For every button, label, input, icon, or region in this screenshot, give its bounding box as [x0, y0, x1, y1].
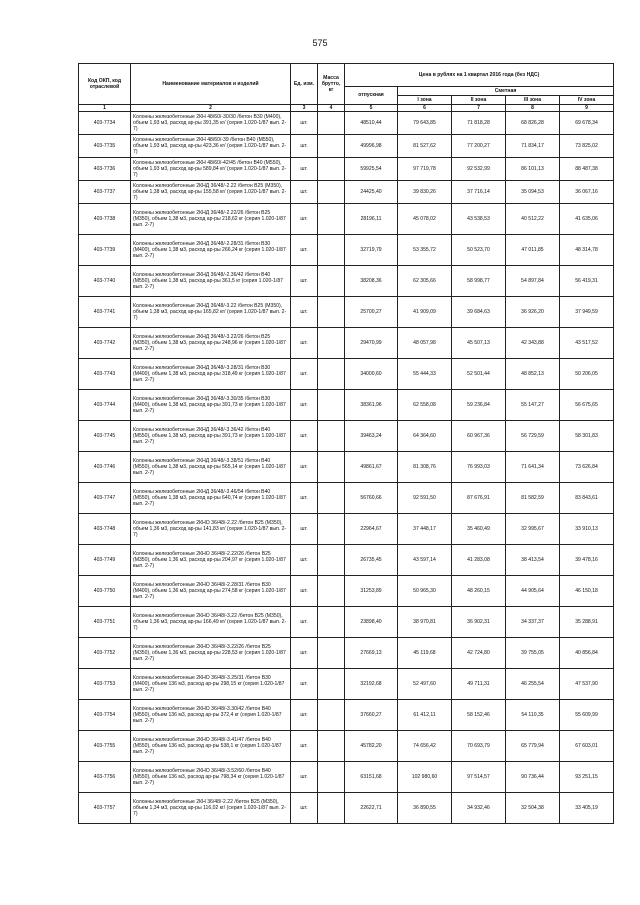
cell-mass: [318, 328, 345, 359]
cell-unit: шт.: [291, 328, 318, 359]
cell-zone-4-price: 39 478,16: [560, 545, 614, 576]
cell-code: 403-7737: [79, 181, 131, 204]
cell-name: Колонны железобетонные 2КН 48/60/-42/45 /бетон В40 (М550), объем 1,93 м3, расход ар-ры 589,84 кг/ (серия 1.020-1/87 вып. 2-7): [131, 158, 291, 181]
cell-code: 403-7734: [79, 112, 131, 135]
cell-zone-1-price: 45 119,68: [398, 638, 452, 669]
cell-zone-3-price: 35 094,53: [506, 181, 560, 204]
cell-release-price: 23898,40: [345, 607, 398, 638]
cell-release-price: 24425,40: [345, 181, 398, 204]
cell-release-price: 38361,96: [345, 390, 398, 421]
cell-mass: [318, 607, 345, 638]
cell-zone-4-price: 56 675,65: [560, 390, 614, 421]
cell-code: 403-7755: [79, 731, 131, 762]
cell-zone-1-price: 53 355,72: [398, 235, 452, 266]
cell-mass: [318, 266, 345, 297]
cell-name: Колонны железобетонные 2КНО 36/48/-2.22 /бетон В25 (М350), объем 1,36 м3, расход ар-ры 141,83 кг/ (серия 1.020-1/87 вып. 2-7): [131, 514, 291, 545]
cell-zone-1-price: 81 308,76: [398, 452, 452, 483]
table-row: [79, 297, 614, 328]
cell-zone-2-price: 97 514,57: [452, 762, 506, 793]
header-zone-2: II зона: [452, 96, 506, 105]
cell-unit: шт.: [291, 514, 318, 545]
cell-zone-2-price: 76 993,03: [452, 452, 506, 483]
cell-zone-3-price: 34 337,37: [506, 607, 560, 638]
cell-code: 403-7746: [79, 452, 131, 483]
cell-zone-1-price: 38 970,81: [398, 607, 452, 638]
cell-unit: шт.: [291, 359, 318, 390]
cell-zone-4-price: 33 405,19: [560, 793, 614, 824]
cell-name: Колонны железобетонные 2КН 48/60/-39 /бетон В40 (М550), объем 1,93 м3, расход ар-ры 423,36 кг/ (серия 1.020-1/87 вып. 2-7): [131, 135, 291, 158]
cell-zone-2-price: 37 716,14: [452, 181, 506, 204]
cell-unit: шт.: [291, 638, 318, 669]
cell-unit: шт.: [291, 266, 318, 297]
cell-zone-2-price: 58 998,77: [452, 266, 506, 297]
cell-name: Колонны железобетонные 2КНД 36/48/-3.22/26 /бетон В25 (М350), объем 1,38 м3, расход ар-ры 248,96 кг (серия 1.020-1/87 вып. 2-7): [131, 328, 291, 359]
cell-unit: шт.: [291, 135, 318, 158]
table-row: [79, 793, 614, 824]
cell-zone-3-price: 54 897,84: [506, 266, 560, 297]
cell-name: Колонны железобетонные 2КНД 36/48/-2.22/26 /бетон В25 (М350), объем 1,38 м3, расход ар-ры 218,62 кг (серия 1.020-1/87 вып. 2-7): [131, 204, 291, 235]
cell-unit: шт.: [291, 390, 318, 421]
cell-zone-1-price: 97 719,78: [398, 158, 452, 181]
cell-zone-1-price: 41 909,09: [398, 297, 452, 328]
cell-code: 403-7741: [79, 297, 131, 328]
cell-mass: [318, 390, 345, 421]
cell-unit: шт.: [291, 576, 318, 607]
cell-zone-3-price: 47 011,85: [506, 235, 560, 266]
cell-code: 403-7752: [79, 638, 131, 669]
cell-code: 403-7743: [79, 359, 131, 390]
cell-name: Колонны железобетонные 2КНО 36/48/-3.22/26 /бетон В25 (М350), объем 1,36 м3, расход ар-ры 228,53 кг (серия 1.020-1/87 вып. 2-7): [131, 638, 291, 669]
header-price-group: Цена в рублях на 1 квартал 2016 года (без НДС): [345, 64, 614, 87]
cell-mass: [318, 669, 345, 700]
cell-unit: шт.: [291, 297, 318, 328]
cell-zone-3-price: 48 852,13: [506, 359, 560, 390]
cell-zone-3-price: 32 504,38: [506, 793, 560, 824]
cell-mass: [318, 297, 345, 328]
cell-name: Колонны железобетонные 2КН 36/48/-2.22 /бетон В25 (М350), объем 1,34 м3, расход ар-ры 116,02 кг/ (серия 1.020-1/87 вып. 2-7): [131, 793, 291, 824]
cell-unit: шт.: [291, 483, 318, 514]
cell-zone-1-price: 61 412,11: [398, 700, 452, 731]
cell-name: Колонны железобетонные 2КНД 36/48/-3.28/31 /бетон В30 (М400), объем 1,38 м3, расход ар-ры 318,49 кг (серия 1.020-1/87 вып. 2-7): [131, 359, 291, 390]
cell-mass: [318, 483, 345, 514]
cell-zone-4-price: 37 949,59: [560, 297, 614, 328]
cell-release-price: 32192,68: [345, 669, 398, 700]
cell-code: 403-7757: [79, 793, 131, 824]
cell-zone-3-price: 32 995,67: [506, 514, 560, 545]
table-row: [79, 483, 614, 514]
cell-zone-3-price: 42 343,88: [506, 328, 560, 359]
col-number: 7: [452, 105, 506, 112]
cell-zone-1-price: 37 448,17: [398, 514, 452, 545]
cell-zone-3-price: 65 779,94: [506, 731, 560, 762]
table-row: [79, 204, 614, 235]
cell-unit: шт.: [291, 700, 318, 731]
cell-release-price: 37660,27: [345, 700, 398, 731]
cell-name: Колонны железобетонные 2КНО 36/48/-3.25/31 /бетон В30 (М400), объем 136 м3, расход ар-ры 298,15 кг (серия 1.020-1/87 вып. 2-7): [131, 669, 291, 700]
cell-zone-2-price: 50 523,70: [452, 235, 506, 266]
cell-zone-2-price: 60 967,36: [452, 421, 506, 452]
cell-code: 403-7742: [79, 328, 131, 359]
cell-zone-2-price: 43 538,53: [452, 204, 506, 235]
cell-mass: [318, 700, 345, 731]
cell-name: Колонны железобетонные 2КН 48/60/-30/30 /бетон В30 (М400), объем 1,93 м3, расход ар-ры 391,35 кг/ (серия 1.020-1/87 вып. 2-7): [131, 112, 291, 135]
cell-mass: [318, 545, 345, 576]
cell-release-price: 29470,99: [345, 328, 398, 359]
cell-zone-3-price: 71 641,34: [506, 452, 560, 483]
table-row: [79, 669, 614, 700]
cell-zone-2-price: 77 200,27: [452, 135, 506, 158]
cell-code: 403-7739: [79, 235, 131, 266]
cell-name: Колонны железобетонные 2КНД 36/48/-3.22 /бетон В25 (М350), объем 1,38 м3, расход ар-ры 165,82 кг/ (серия 1.020-1/87 вып. 2-7): [131, 297, 291, 328]
cell-zone-4-price: 35 288,91: [560, 607, 614, 638]
cell-zone-2-price: 58 152,46: [452, 700, 506, 731]
cell-release-price: 59925,54: [345, 158, 398, 181]
cell-zone-1-price: 81 527,62: [398, 135, 452, 158]
cell-zone-2-price: 48 260,15: [452, 576, 506, 607]
cell-mass: [318, 158, 345, 181]
cell-zone-3-price: 40 512,22: [506, 204, 560, 235]
cell-zone-2-price: 87 676,91: [452, 483, 506, 514]
table-body: [79, 112, 614, 824]
cell-zone-2-price: 35 460,49: [452, 514, 506, 545]
cell-unit: шт.: [291, 793, 318, 824]
cell-zone-4-price: 55 609,99: [560, 700, 614, 731]
cell-mass: [318, 638, 345, 669]
col-number: 3: [291, 105, 318, 112]
cell-unit: шт.: [291, 762, 318, 793]
header-mass: Масса брутто, кг: [318, 64, 345, 105]
cell-mass: [318, 135, 345, 158]
table-row: [79, 359, 614, 390]
cell-zone-3-price: 68 826,28: [506, 112, 560, 135]
cell-zone-1-price: 36 890,55: [398, 793, 452, 824]
cell-unit: шт.: [291, 452, 318, 483]
cell-unit: шт.: [291, 545, 318, 576]
header-estimate: Сметная: [398, 87, 614, 96]
cell-code: 403-7754: [79, 700, 131, 731]
header-code: Код ОКП, код отраслевой: [79, 64, 131, 105]
cell-code: 403-7747: [79, 483, 131, 514]
cell-zone-2-price: 52 501,44: [452, 359, 506, 390]
cell-name: Колонны железобетонные 2КНД 36/48/-2.36/42 /бетон В40 (М550), объем 1,38 м3, расход ар-ры 361,5 кг (серия 1.020-1/87 вып. 2-7): [131, 266, 291, 297]
table-row: [79, 607, 614, 638]
col-number: 2: [131, 105, 291, 112]
col-number: 1: [79, 105, 131, 112]
cell-mass: [318, 112, 345, 135]
cell-zone-2-price: 59 236,84: [452, 390, 506, 421]
cell-zone-1-price: 43 597,14: [398, 545, 452, 576]
col-number: 5: [345, 105, 398, 112]
cell-release-price: 34000,60: [345, 359, 398, 390]
cell-mass: [318, 793, 345, 824]
table-row: [79, 576, 614, 607]
col-number: 6: [398, 105, 452, 112]
col-number: 9: [560, 105, 614, 112]
cell-code: 403-7751: [79, 607, 131, 638]
cell-zone-4-price: 48 314,78: [560, 235, 614, 266]
cell-zone-4-price: 83 843,61: [560, 483, 614, 514]
cell-zone-4-price: 36 067,16: [560, 181, 614, 204]
cell-zone-4-price: 58 301,83: [560, 421, 614, 452]
cell-zone-4-price: 56 419,31: [560, 266, 614, 297]
cell-unit: шт.: [291, 421, 318, 452]
cell-zone-2-price: 49 711,31: [452, 669, 506, 700]
header-name: Наименование материалов и изделий: [131, 64, 291, 105]
cell-code: 403-7745: [79, 421, 131, 452]
cell-code: 403-7738: [79, 204, 131, 235]
cell-zone-3-price: 36 926,20: [506, 297, 560, 328]
cell-zone-3-price: 90 736,44: [506, 762, 560, 793]
cell-release-price: 63151,68: [345, 762, 398, 793]
header-zone-1: I зона: [398, 96, 452, 105]
cell-name: Колонны железобетонные 2КНО 36/48/-2.22/26 /бетон В25 (М350), объем 1,36 м3, расход ар-ры 204,97 кг (серия 1.020-1/87 вып. 2-7): [131, 545, 291, 576]
cell-zone-4-price: 73 626,84: [560, 452, 614, 483]
cell-zone-4-price: 50 206,05: [560, 359, 614, 390]
cell-mass: [318, 235, 345, 266]
cell-unit: шт.: [291, 181, 318, 204]
table-row: [79, 700, 614, 731]
cell-zone-4-price: 93 251,15: [560, 762, 614, 793]
cell-zone-1-price: 62 305,66: [398, 266, 452, 297]
cell-zone-1-price: 92 591,50: [398, 483, 452, 514]
cell-code: 403-7753: [79, 669, 131, 700]
cell-code: 403-7744: [79, 390, 131, 421]
cell-zone-4-price: 46 150,18: [560, 576, 614, 607]
cell-mass: [318, 452, 345, 483]
price-table: [78, 63, 614, 824]
page-number: 575: [312, 38, 328, 48]
cell-zone-4-price: 88 487,38: [560, 158, 614, 181]
header-unit: Ед. изм.: [291, 64, 318, 105]
cell-zone-1-price: 45 078,02: [398, 204, 452, 235]
table-row: [79, 452, 614, 483]
cell-name: Колонны железобетонные 2КНО 36/48/-3.52/60 /бетон В40 (М550), объем 136 м3, расход ар-ры 798,34 кг (серия 1.020-1/87 вып. 2-7): [131, 762, 291, 793]
cell-zone-3-price: 38 413,54: [506, 545, 560, 576]
cell-zone-2-price: 42 724,80: [452, 638, 506, 669]
cell-unit: шт.: [291, 204, 318, 235]
cell-release-price: 27669,13: [345, 638, 398, 669]
cell-zone-4-price: 47 537,90: [560, 669, 614, 700]
cell-unit: шт.: [291, 158, 318, 181]
table-row: [79, 135, 614, 158]
cell-zone-4-price: 40 856,84: [560, 638, 614, 669]
cell-name: Колонны железобетонные 2КНД 36/48/-3.38/51 /бетон В40 (М550), объем 1,38 м3, расход ар-ры 565,14 кг (серия 1.020-1/87 вып. 2-7): [131, 452, 291, 483]
cell-zone-2-price: 39 684,63: [452, 297, 506, 328]
cell-zone-3-price: 81 582,59: [506, 483, 560, 514]
table-row: [79, 545, 614, 576]
cell-release-price: 32719,79: [345, 235, 398, 266]
cell-name: Колонны железобетонные 2КНД 36/48/-2.22 /бетон В25 (М350), объем 1,38 м3, расход ар-ры 155,58 кг/ (серия 1.020-1/87 вып. 2-7): [131, 181, 291, 204]
table-row: [79, 638, 614, 669]
cell-mass: [318, 359, 345, 390]
table-row: [79, 421, 614, 452]
table-row: [79, 762, 614, 793]
table-row: [79, 266, 614, 297]
cell-zone-3-price: 46 255,54: [506, 669, 560, 700]
cell-release-price: 45782,20: [345, 731, 398, 762]
cell-zone-3-price: 55 147,27: [506, 390, 560, 421]
cell-mass: [318, 576, 345, 607]
header-zone-4: IV зона: [560, 96, 614, 105]
table-row: [79, 112, 614, 135]
cell-zone-1-price: 102 980,60: [398, 762, 452, 793]
cell-release-price: 38208,36: [345, 266, 398, 297]
cell-zone-3-price: 39 755,05: [506, 638, 560, 669]
cell-zone-1-price: 48 057,98: [398, 328, 452, 359]
cell-zone-2-price: 92 532,99: [452, 158, 506, 181]
cell-unit: шт.: [291, 607, 318, 638]
cell-code: 403-7756: [79, 762, 131, 793]
cell-zone-3-price: 86 101,13: [506, 158, 560, 181]
cell-zone-4-price: 73 825,02: [560, 135, 614, 158]
cell-name: Колонны железобетонные 2КНО 36/48/-3.41/47 /бетон В40 (М550), объем 136 м3, расход ар-ры 538,1 кг (серия 1.020-1/87 вып. 2-7): [131, 731, 291, 762]
cell-zone-1-price: 50 965,30: [398, 576, 452, 607]
cell-zone-4-price: 43 517,52: [560, 328, 614, 359]
cell-zone-2-price: 41 283,08: [452, 545, 506, 576]
cell-name: Колонны железобетонные 2КНО 36/48/-3.30/42 /бетон В40 (М550), объем 136 м3, расход ар-ры 372,4 кг (серия 1.020-1/87 вып. 2-7): [131, 700, 291, 731]
header-zone-3: III зона: [506, 96, 560, 105]
cell-name: Колонны железобетонные 2КНД 36/48/-3.46/54 /бетон В40 (М550), объем 1,38 м3, расход ар-ры 640,74 кг (серия 1.020-1/87 вып. 2-7): [131, 483, 291, 514]
cell-code: 403-7749: [79, 545, 131, 576]
cell-mass: [318, 204, 345, 235]
cell-zone-4-price: 33 910,13: [560, 514, 614, 545]
cell-code: 403-7736: [79, 158, 131, 181]
cell-zone-4-price: 69 678,34: [560, 112, 614, 135]
cell-name: Колонны железобетонные 2КНД 36/48/-3.36/42 /бетон В40 (М550), объем 1,38 м3, расход ар-ры 391,73 кг (серия 1.020-1/87 вып. 2-7): [131, 421, 291, 452]
cell-zone-2-price: 70 693,79: [452, 731, 506, 762]
cell-mass: [318, 421, 345, 452]
col-number: 8: [506, 105, 560, 112]
cell-zone-3-price: 44 905,64: [506, 576, 560, 607]
cell-mass: [318, 731, 345, 762]
cell-unit: шт.: [291, 235, 318, 266]
cell-name: Колонны железобетонные 2КНО 36/48/-2.28/31 /бетон В30 (М400), объем 1,36 м3, расход ар-ры 274,58 кг (серия 1.020-1/87 вып. 2-7): [131, 576, 291, 607]
cell-release-price: 25700,27: [345, 297, 398, 328]
cell-release-price: 28196,11: [345, 204, 398, 235]
header-release: отпускная: [345, 87, 398, 105]
cell-zone-3-price: 71 834,17: [506, 135, 560, 158]
cell-unit: шт.: [291, 669, 318, 700]
cell-zone-4-price: 67 603,01: [560, 731, 614, 762]
cell-zone-2-price: 71 818,28: [452, 112, 506, 135]
cell-code: 403-7750: [79, 576, 131, 607]
cell-name: Колонны железобетонные 2КНД 36/48/-3.30/35 /бетон В30 (М400), объем 1,38 м3, расход ар-ры 391,73 кг (серия 1.020-1/87 вып. 2-7): [131, 390, 291, 421]
cell-release-price: 49861,67: [345, 452, 398, 483]
cell-name: Колонны железобетонные 2КНО 36/48/-3.22 /бетон В25 (М350), объем 1,36 м3, расход ар-ры 166,49 кг/ (серия 1.020-1/87 вып. 2-7): [131, 607, 291, 638]
cell-zone-1-price: 74 656,42: [398, 731, 452, 762]
table-row: [79, 158, 614, 181]
cell-code: 403-7735: [79, 135, 131, 158]
cell-release-price: 56760,66: [345, 483, 398, 514]
cell-zone-1-price: 64 364,60: [398, 421, 452, 452]
cell-unit: шт.: [291, 731, 318, 762]
cell-zone-3-price: 56 729,59: [506, 421, 560, 452]
cell-release-price: 22964,67: [345, 514, 398, 545]
cell-zone-1-price: 55 444,33: [398, 359, 452, 390]
col-number: 4: [318, 105, 345, 112]
cell-zone-2-price: 34 932,46: [452, 793, 506, 824]
cell-zone-1-price: 79 643,85: [398, 112, 452, 135]
cell-zone-2-price: 36 902,31: [452, 607, 506, 638]
cell-zone-2-price: 45 507,13: [452, 328, 506, 359]
cell-zone-4-price: 41 635,06: [560, 204, 614, 235]
table-row: [79, 731, 614, 762]
cell-mass: [318, 762, 345, 793]
table-row: [79, 328, 614, 359]
cell-code: 403-7748: [79, 514, 131, 545]
table-row: [79, 514, 614, 545]
cell-zone-1-price: 62 558,08: [398, 390, 452, 421]
cell-zone-1-price: 52 497,60: [398, 669, 452, 700]
table-row: [79, 390, 614, 421]
cell-zone-1-price: 39 830,26: [398, 181, 452, 204]
cell-zone-3-price: 54 110,35: [506, 700, 560, 731]
cell-name: Колонны железобетонные 2КНД 36/48/-2.28/31 /бетон В30 (М400), объем 1,38 м3, расход ар-ры 266,24 кг (серия 1.020-1/87 вып. 2-7): [131, 235, 291, 266]
cell-release-price: 31253,89: [345, 576, 398, 607]
cell-release-price: 26735,45: [345, 545, 398, 576]
cell-release-price: 49996,98: [345, 135, 398, 158]
cell-unit: шт.: [291, 112, 318, 135]
table-row: [79, 235, 614, 266]
cell-code: 403-7740: [79, 266, 131, 297]
cell-mass: [318, 181, 345, 204]
table-row: [79, 181, 614, 204]
cell-release-price: 48510,44: [345, 112, 398, 135]
cell-release-price: 39463,24: [345, 421, 398, 452]
cell-release-price: 22622,71: [345, 793, 398, 824]
cell-mass: [318, 514, 345, 545]
